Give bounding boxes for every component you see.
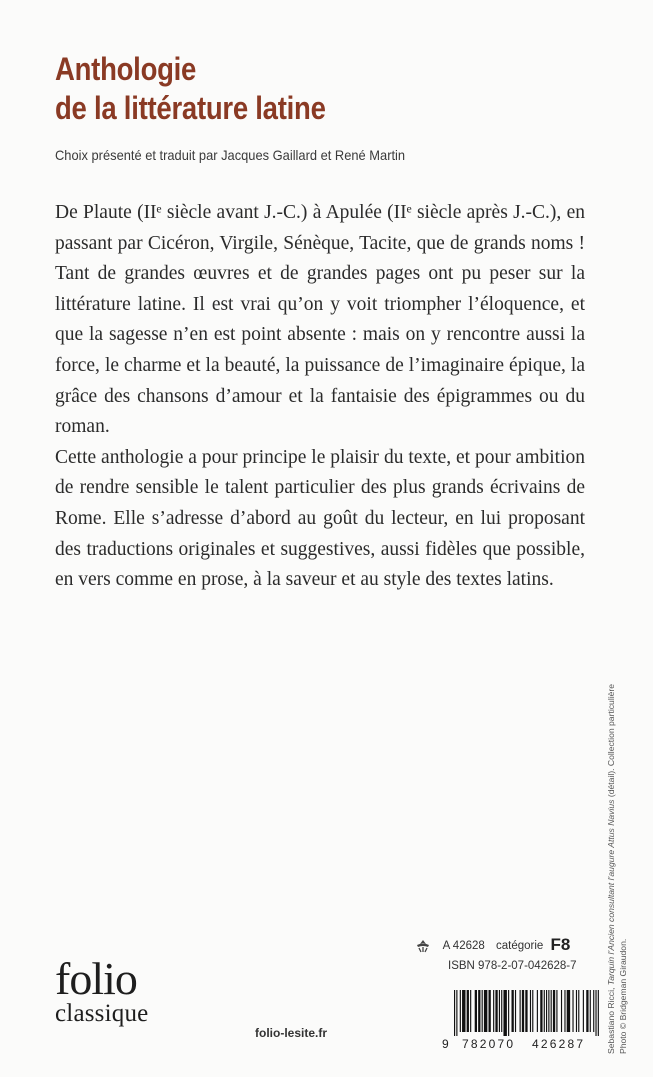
- isbn: ISBN 978-2-07-042628-7: [448, 960, 577, 972]
- book-title: [55, 50, 502, 128]
- barcode: [440, 990, 604, 1050]
- category-label: catégorie: [495, 940, 544, 952]
- barcode-bar: [475, 990, 477, 1032]
- barcode-bar: [508, 990, 509, 1036]
- barcode-bar: [544, 990, 545, 1032]
- image-credit-line-1: Sebastiano Ricci, Tarquin l’Ancien consultant l’augure Attus Navius (détail). Collection particulière: [606, 683, 616, 1054]
- blurb-paragraph-1: De Plaute (IIᵉ siècle avant J.-C.) à Apulée (IIᵉ siècle après J.-C.), en passant par Cicéron, Virgile, Sénèque, Tacite, que de grands noms ! Tant de grandes œuvres et de grandes pages ont pu peser sur la littérature latine. Il est vrai qu’on y voit triompher l’éloquence, et que la sagesse n’en est point absente : mais on y rencontre aussi la force, le charme et la beauté, la puissance de l’imaginaire épique, la grâce des chansons d’amour et la fantaisie des épigrammes ou du roman.: [55, 202, 585, 438]
- barcode-bar: [501, 990, 502, 1032]
- barcode-bar: [553, 990, 555, 1032]
- barcode-bar: [567, 990, 570, 1032]
- barcode-bar: [489, 990, 491, 1032]
- collection-name: classique: [55, 1000, 149, 1027]
- barcode-bar: [578, 990, 579, 1032]
- barcode-bar: [548, 990, 549, 1032]
- barcode-bar: [525, 990, 527, 1032]
- barcode-bar: [598, 990, 599, 1036]
- barcode-bar: [590, 990, 591, 1032]
- publisher-brand: [55, 953, 149, 1028]
- barcode-bar: [478, 990, 480, 1032]
- barcode-left-digits: 782070: [462, 1037, 516, 1051]
- brand-name: folio: [55, 953, 137, 1004]
- publisher-website: folio-lesite.fr: [255, 1026, 328, 1040]
- barcode-bar: [576, 990, 577, 1032]
- barcode-bar: [495, 990, 497, 1032]
- title-line-2: de la littérature latine: [55, 90, 326, 126]
- barcode-bar: [595, 990, 596, 1036]
- barcode-bar: [462, 990, 465, 1032]
- barcode-bar: [593, 990, 594, 1032]
- category-value: F8: [550, 935, 571, 954]
- barcode-bar: [572, 990, 573, 1032]
- publisher-logo-icon: [414, 939, 432, 953]
- barcode-bar: [532, 990, 533, 1032]
- barcode-bar: [540, 990, 542, 1032]
- barcode-bar: [503, 990, 506, 1036]
- barcode-bar: [546, 990, 547, 1032]
- barcode-bar: [551, 990, 552, 1032]
- barcode-bar: [586, 990, 588, 1032]
- translator-credit: Choix présenté et traduit par Jacques Gaillard et René Martin: [55, 147, 406, 163]
- barcode-bar: [556, 990, 557, 1032]
- barcode-bar: [470, 990, 471, 1032]
- barcode-bar: [561, 990, 562, 1032]
- title-line-1: Anthologie: [55, 51, 197, 87]
- barcode-bar: [583, 990, 584, 1032]
- barcode-right-digits: 426287: [532, 1037, 586, 1051]
- barcode-bar: [493, 990, 494, 1032]
- barcode-bars: [440, 990, 604, 1036]
- barcode-bar: [537, 990, 538, 1032]
- catalog-info: [414, 934, 604, 972]
- barcode-bar: [515, 990, 516, 1032]
- barcode-bar: [482, 990, 483, 1032]
- barcode-bar: [460, 990, 461, 1032]
- catalog-row: [414, 934, 604, 956]
- blurb-paragraph-2: Cette anthologie a pour principe le plaisir du texte, et pour ambition de rendre sensible le talent particulier des plus grands écrivains de Rome. Elle s’adresse d’abord au goût du lecteur, en lui proposant des traductions originales et suggestives, aussi fidèles que possible, en vers comme en prose, à la saveur et au style des textes latins.: [55, 446, 585, 591]
- barcode-bar: [564, 990, 565, 1032]
- image-credit-line-2: Photo © Bridgeman Giraudon.: [617, 938, 628, 1054]
- barcode-bar: [467, 990, 469, 1032]
- barcode-bar: [512, 990, 514, 1032]
- catalog-code: A 42628: [442, 940, 485, 952]
- barcode-bar: [520, 990, 521, 1032]
- barcode-bar: [530, 990, 531, 1032]
- barcode-bar: [522, 990, 524, 1032]
- barcode-bar: [499, 990, 500, 1032]
- blurb: [55, 198, 585, 596]
- barcode-bar: [484, 990, 487, 1032]
- barcode-bar: [454, 990, 455, 1036]
- barcode-first-digit: 9: [442, 1037, 449, 1051]
- barcode-bar: [456, 990, 457, 1036]
- image-credit: [606, 574, 629, 1054]
